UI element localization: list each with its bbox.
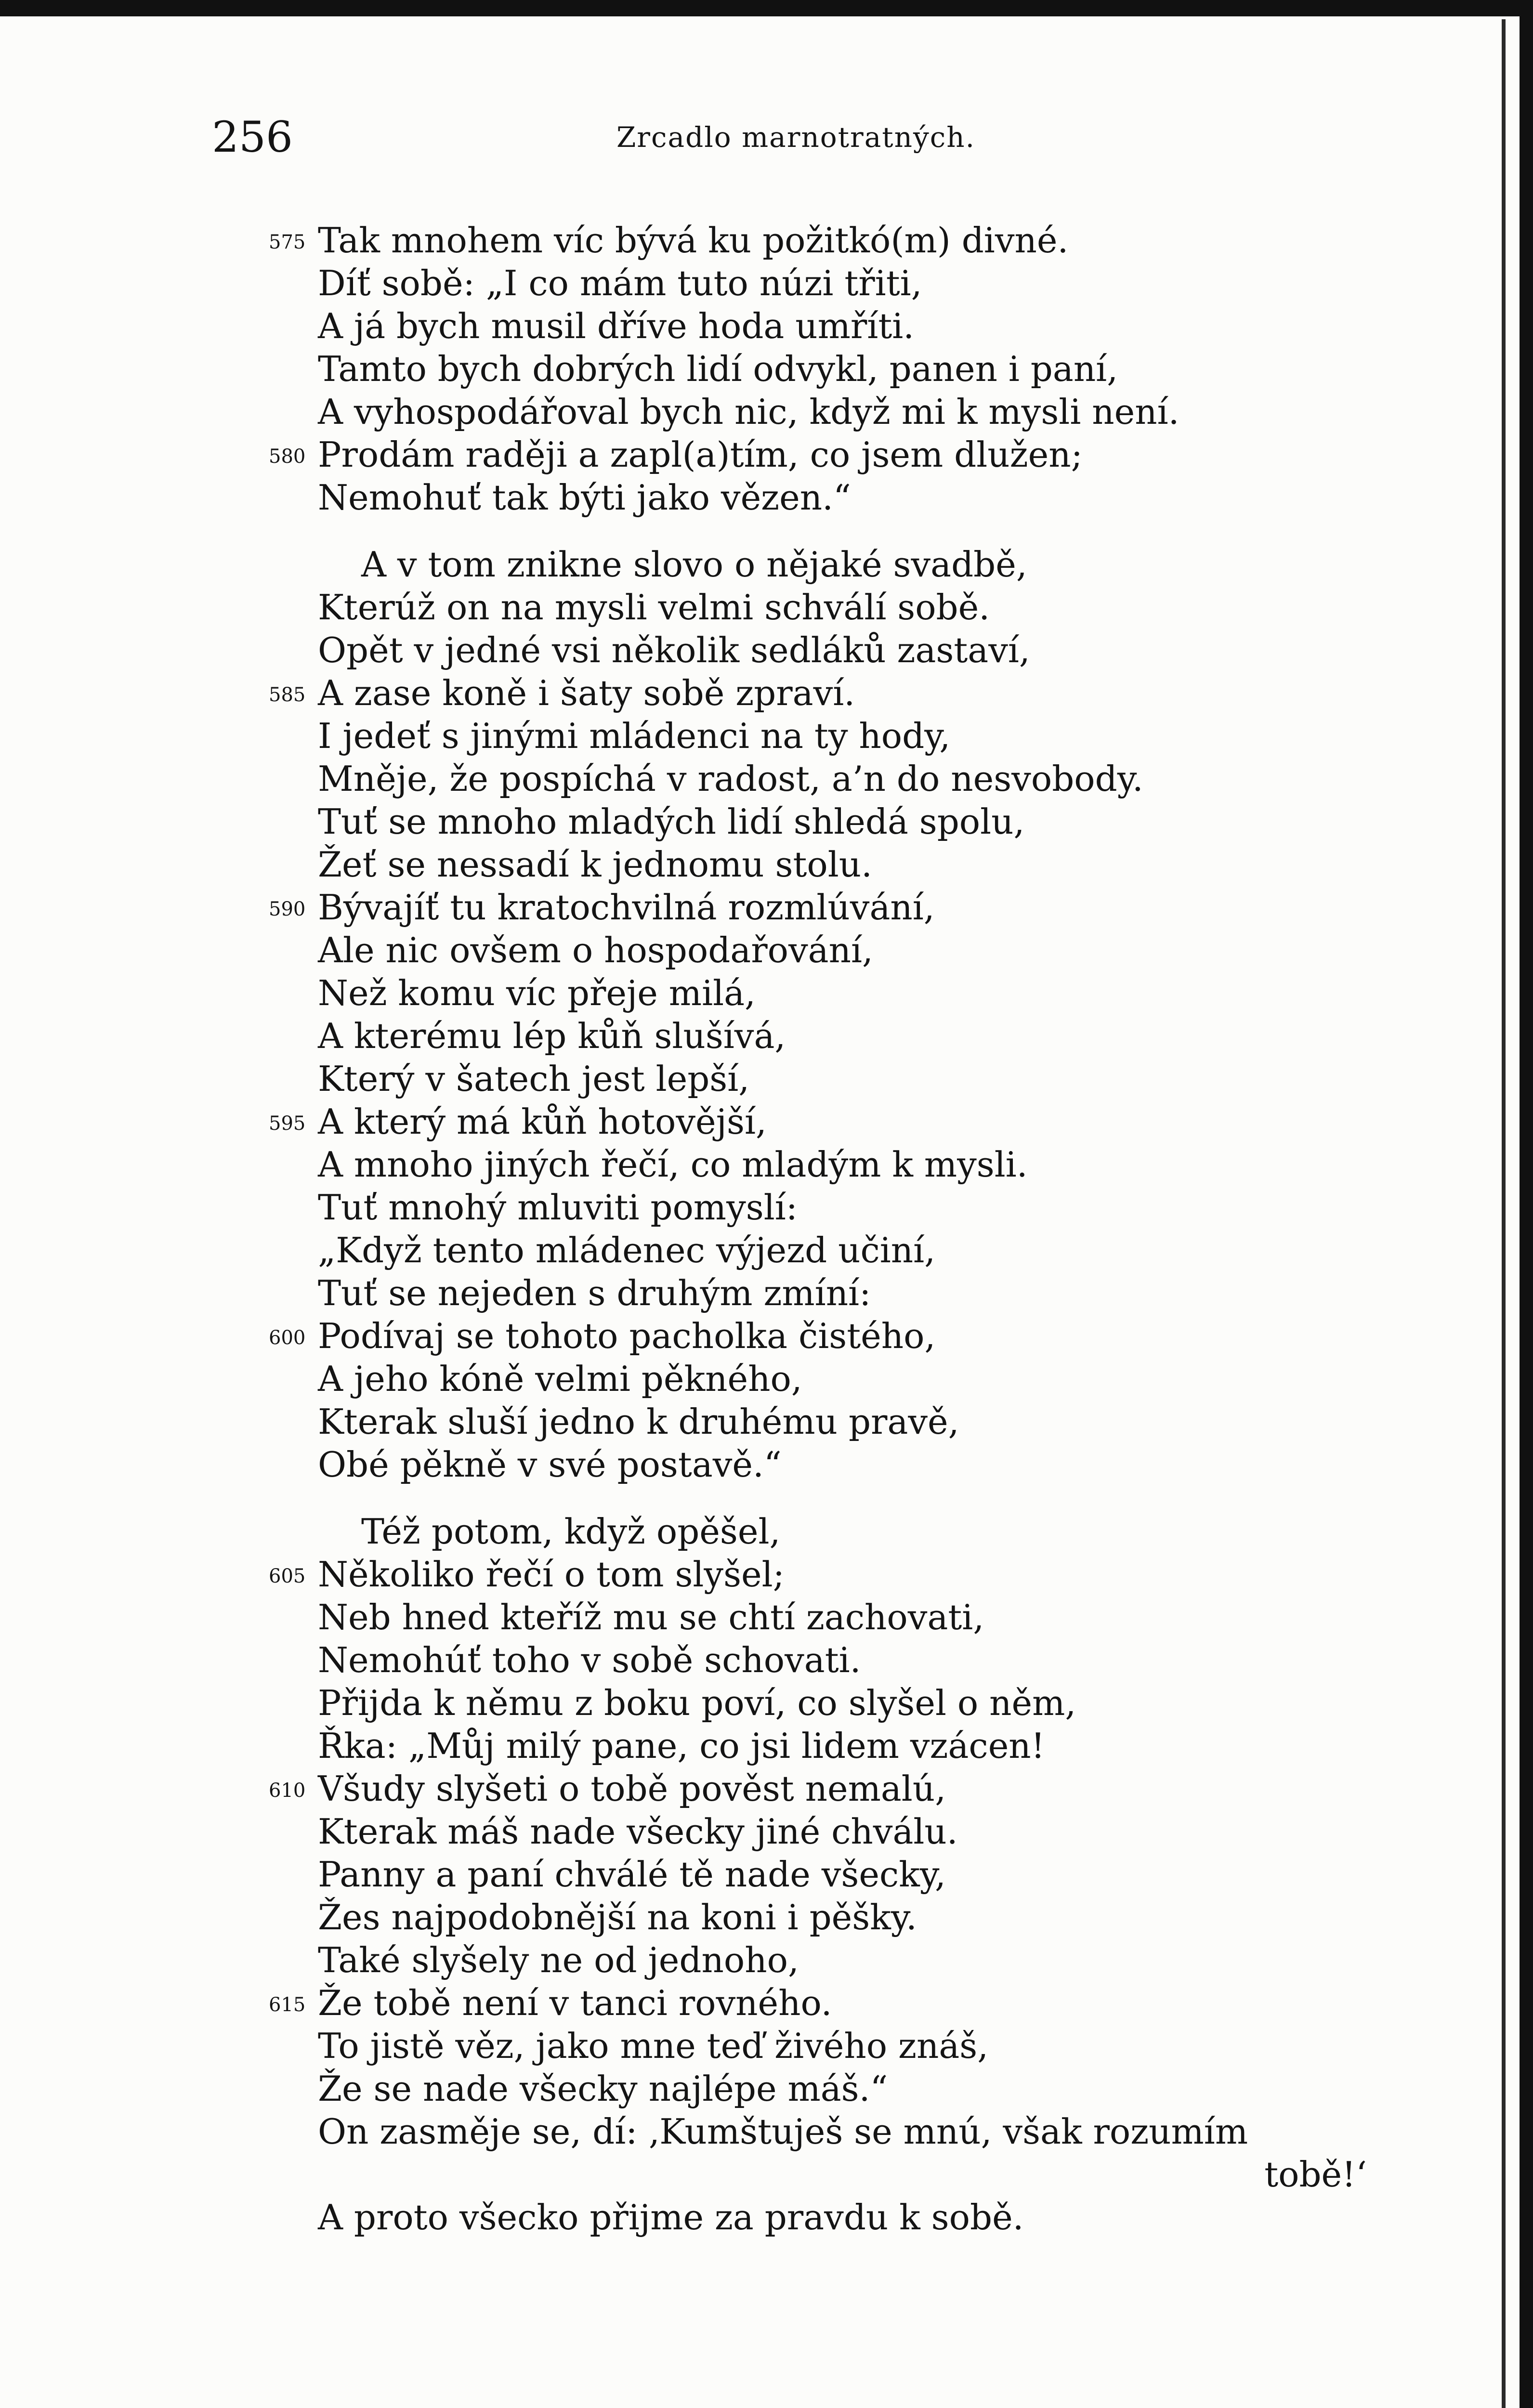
verse-line: [0, 929, 1533, 972]
verse-line: [0, 800, 1533, 843]
verse-line: [0, 1443, 1533, 1486]
verse-line: [0, 1896, 1533, 1939]
verse-line-text: Který v šatech jest lepší,: [318, 1059, 750, 1099]
line-number: 580: [269, 445, 306, 468]
verse-line-text: Žes najpodobnější na koni i pěšky.: [318, 1897, 917, 1937]
verse-line: [0, 219, 1533, 262]
verse-line-text: A který má kůň hotovější,: [318, 1101, 767, 1142]
verse-line: [0, 586, 1533, 629]
verse-line-text: Přijda k němu z boku poví, co slyšel o něm,: [318, 1683, 1076, 1723]
verse-line-text: Tak mnohem víc bývá ku požitkó(m) divné.: [318, 220, 1069, 261]
line-number: 610: [269, 1780, 306, 1802]
verse-line-text: On zasměje se, dí: ‚Kumštuješ se mnú, však rozumím: [318, 2111, 1248, 2152]
verse-line-text: Kterak máš nade všecky jiné chválu.: [318, 1811, 958, 1852]
verse-line: [0, 972, 1533, 1015]
verse-line: [0, 305, 1533, 348]
verse-line: [0, 1939, 1533, 1982]
verse-line: [0, 543, 1533, 586]
verse-line: [0, 348, 1533, 391]
verse-line: [0, 886, 1533, 929]
verse-line-text: A zase koně i šaty sobě zpraví.: [318, 673, 855, 713]
verse-line: [0, 2196, 1533, 2239]
verse-line-text: To jistě věz, jako mne teď živého znáš,: [318, 2026, 989, 2066]
verse-line-text: Všudy slyšeti o tobě pověst nemalú,: [318, 1768, 946, 1809]
verse-line-text: Že tobě není v tanci rovného.: [318, 1983, 832, 2023]
line-number: 575: [269, 231, 306, 253]
verse-line-text: Obé pěkně v své postavě.“: [318, 1444, 782, 1485]
verse-line-text: „Když tento mládenec výjezd učiní,: [318, 1230, 936, 1270]
verse-line: [0, 1596, 1533, 1639]
verse-line: [0, 2068, 1533, 2110]
line-number: 600: [269, 1327, 306, 1349]
verse-line: [0, 1639, 1533, 1682]
verse-line: [0, 2025, 1533, 2068]
line-number: 615: [269, 1994, 306, 2016]
verse-line: [0, 1315, 1533, 1358]
verse-line: [0, 476, 1533, 519]
running-head: [0, 111, 1533, 164]
verse-line-text: Díť sobě: „I co mám tuto núzi třiti,: [318, 263, 922, 303]
verse-line-text: A v tom znikne slovo o nějaké svadbě,: [361, 544, 1027, 585]
verse-line: [0, 1982, 1533, 2025]
verse-line-text: tobě!‘: [1264, 2154, 1367, 2195]
verse-line-text: A vyhospodářoval bych nic, když mi k mysli není.: [318, 392, 1179, 432]
verse-line: [0, 1725, 1533, 1767]
verse-line-text: A jeho kóně velmi pěkného,: [318, 1359, 802, 1399]
verse-text: [0, 219, 1533, 2239]
verse-line: [0, 1400, 1533, 1443]
verse-line: [0, 1553, 1533, 1596]
verse-line: [0, 715, 1533, 758]
line-number: 595: [269, 1112, 306, 1135]
verse-line: [0, 1853, 1533, 1896]
verse-line-text: Opět v jedné vsi několik sedláků zastaví,: [318, 630, 1030, 670]
verse-line-text: Kterak sluší jedno k druhému pravě,: [318, 1401, 959, 1442]
verse-line-text: A já bych musil dříve hoda umříti.: [318, 306, 915, 346]
verse-line-text: Též potom, když opěšel,: [361, 1511, 781, 1552]
verse-line-text: A kterému lép kůň slušívá,: [318, 1016, 786, 1056]
verse-line: [0, 1682, 1533, 1725]
verse-line-text: Nemohúť toho v sobě schovati.: [318, 1640, 861, 1680]
verse-line-text: Kterúž on na mysli velmi schválí sobě.: [318, 587, 990, 628]
verse-line: [0, 1186, 1533, 1229]
scan-edge-top: [0, 0, 1533, 16]
verse-line: [0, 262, 1533, 305]
verse-line-text: Tuť se nejeden s druhým zmíní:: [318, 1273, 871, 1313]
verse-line: [0, 1100, 1533, 1143]
verse-line: [0, 1767, 1533, 1810]
verse-line: [0, 672, 1533, 715]
verse-line-text: A proto všecko přijme za pravdu k sobě.: [318, 2197, 1024, 2238]
verse-line-text: Také slyšely ne od jednoho,: [318, 1940, 799, 1980]
verse-line-text: Bývajíť tu kratochvilná rozmlúvání,: [318, 887, 935, 928]
verse-line-text: Ale nic ovšem o hospodařování,: [318, 930, 873, 970]
verse-line-runover: [0, 2153, 1533, 2196]
verse-line: [0, 2110, 1533, 2153]
verse-line-text: Několiko řečí o tom slyšel;: [318, 1554, 785, 1595]
verse-line-text: Tamto bych dobrých lidí odvykl, panen i paní,: [318, 349, 1118, 389]
verse-line: [0, 1810, 1533, 1853]
verse-line: [0, 1058, 1533, 1100]
page-number: 256: [212, 112, 293, 162]
verse-line-text: I jedeť s jinými mládenci na ty hody,: [318, 716, 951, 756]
verse-line: [0, 1143, 1533, 1186]
verse-line-text: Že se nade všecky najlépe máš.“: [318, 2068, 888, 2109]
verse-line-text: Nemohuť tak býti jako vězen.“: [318, 477, 851, 518]
verse-line-text: Žeť se nessadí k jednomu stolu.: [318, 844, 873, 885]
verse-line-text: Tuť mnohý mluviti pomyslí:: [318, 1187, 798, 1228]
verse-line: [0, 433, 1533, 476]
verse-line-text: Prodám raději a zapl(a)tím, co jsem dlužen;: [318, 434, 1083, 475]
running-title: Zrcadlo marnotratných.: [616, 121, 976, 154]
verse-line-text: Mněje, že pospíchá v radost, a’n do nesvobody.: [318, 759, 1143, 799]
verse-line-text: Panny a paní chválé tě nade všecky,: [318, 1854, 946, 1895]
verse-line-text: Tuť se mnoho mladých lidí shledá spolu,: [318, 801, 1025, 842]
verse-line-text: Než komu víc přeje milá,: [318, 973, 756, 1013]
verse-line-text: Podívaj se tohoto pacholka čistého,: [318, 1316, 936, 1356]
verse-line: [0, 843, 1533, 886]
line-number: 585: [269, 684, 306, 706]
verse-line: [0, 1229, 1533, 1272]
line-number: 605: [269, 1565, 306, 1587]
verse-line: [0, 1510, 1533, 1553]
verse-line: [0, 758, 1533, 800]
verse-line: [0, 1272, 1533, 1315]
verse-line-text: Řka: „Můj milý pane, co jsi lidem vzácen!: [318, 1726, 1045, 1766]
line-number: 590: [269, 898, 306, 920]
verse-line: [0, 1358, 1533, 1400]
verse-line: [0, 391, 1533, 433]
verse-line: [0, 629, 1533, 672]
verse-line-text: Neb hned kteříž mu se chtí zachovati,: [318, 1597, 984, 1637]
verse-line-text: A mnoho jiných řečí, co mladým k mysli.: [318, 1144, 1028, 1185]
verse-line: [0, 1015, 1533, 1058]
